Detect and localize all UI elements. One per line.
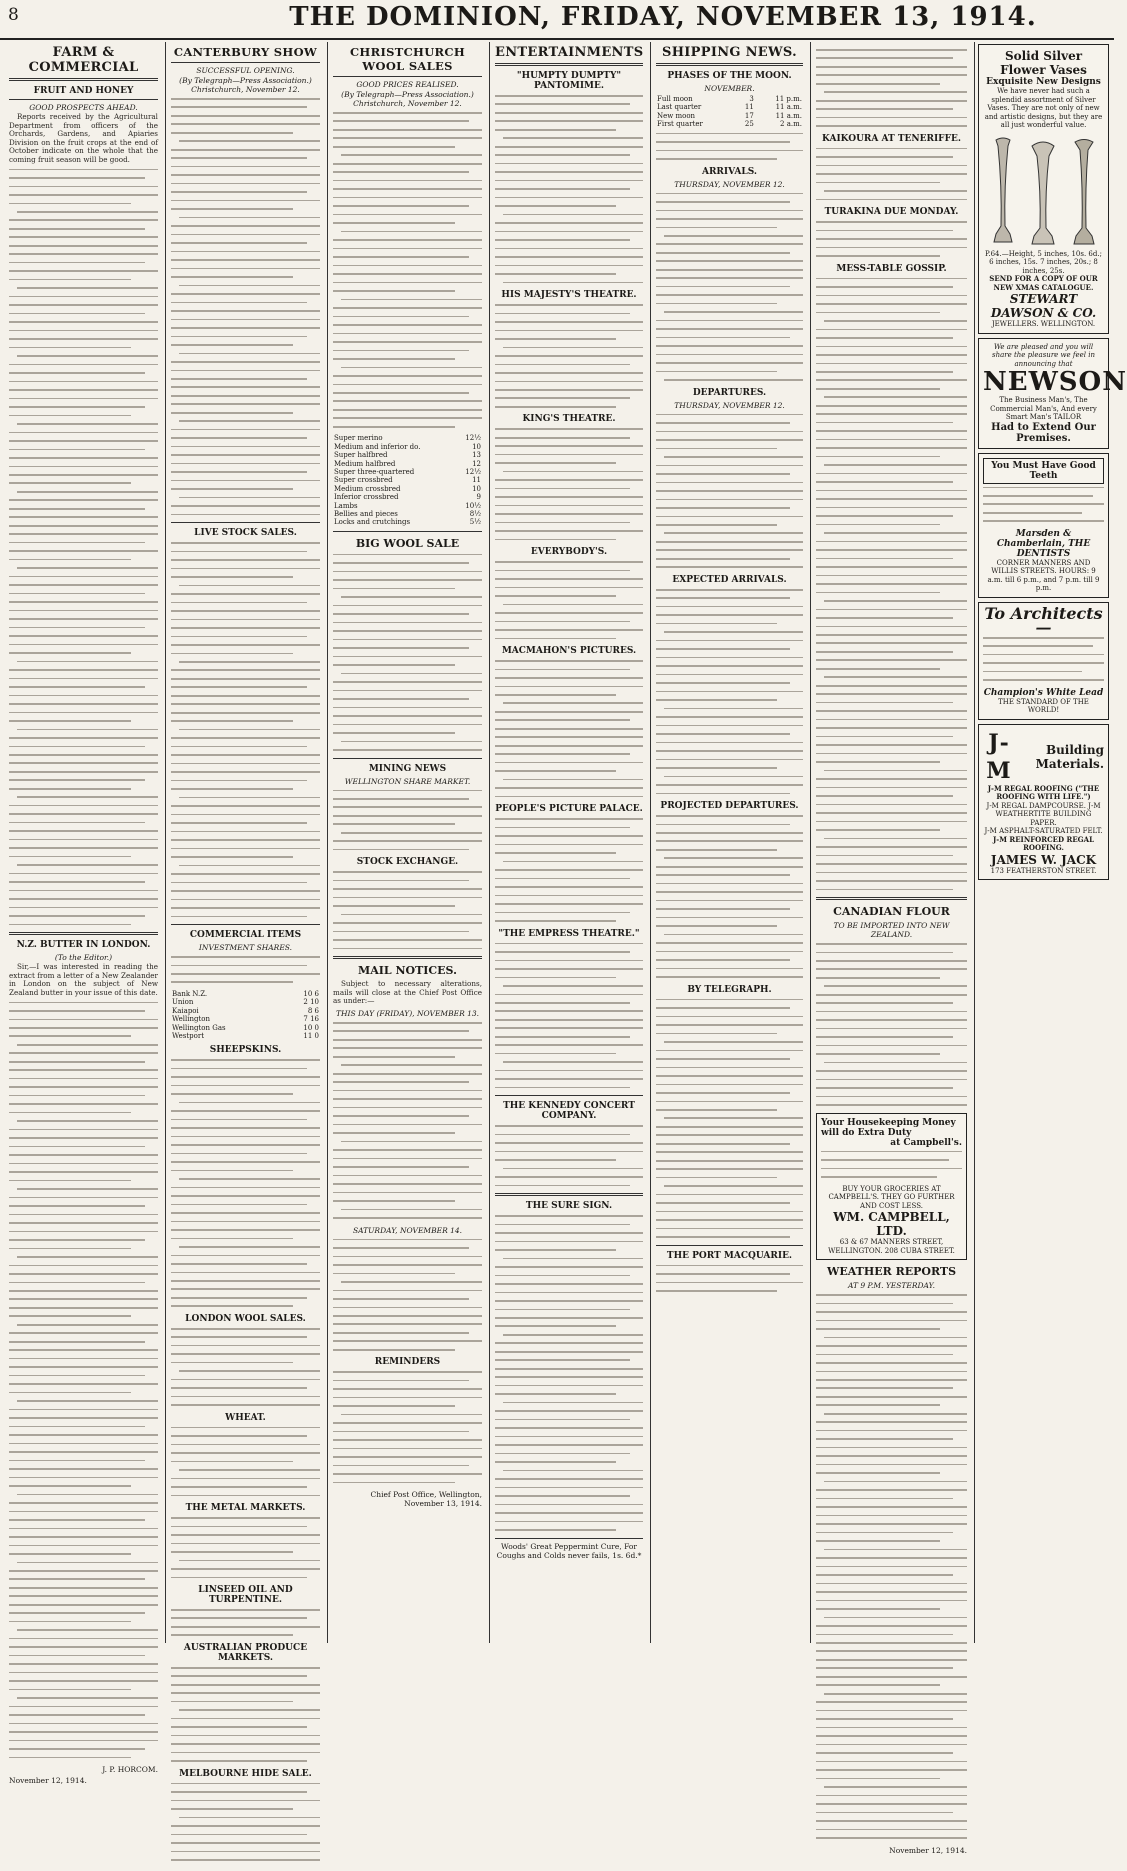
column-shipping-continued (810, 42, 972, 1855)
article-heading: "HUMPTY DUMPTY" PANTOMIME. (516, 71, 622, 91)
article-heading: HIS MAJESTY'S THEATRE. (501, 290, 637, 301)
article-heading: BIG WOOL SALE (355, 536, 460, 550)
table-row: Wellington 7 16 (172, 1015, 319, 1024)
table-row: Last quarter 11 11 a.m. (657, 103, 802, 112)
article-subheading: THURSDAY, NOVEMBER 12. (674, 400, 785, 410)
article-text-block (495, 818, 643, 921)
article-text-block (656, 815, 803, 978)
table-row: Super merino 12½ (334, 434, 481, 443)
ad-note: SEND FOR A COPY OF OUR NEW XMAS CATALOGUE. (989, 274, 1098, 292)
column-advertisements (974, 42, 1127, 1643)
table-row: First quarter 25 2 a.m. (657, 120, 802, 129)
masthead (0, 0, 1114, 40)
column-farm-commercial (4, 42, 163, 1786)
ad-logo: J-M (986, 729, 1012, 784)
article-subheading: INVESTMENT SHARES. (198, 943, 293, 953)
article-text-block (816, 49, 967, 127)
ad-line: J-M REGAL DAMPCOURSE. J-M WEATHERTITE BUILDING PAPER. (986, 801, 1101, 827)
article-subheading: GOOD PRICES REALISED. (356, 80, 459, 89)
article-heading: THE METAL MARKETS. (185, 1503, 306, 1514)
column-shipping (650, 42, 808, 1643)
table-row: Bellies and pieces 8½ (334, 510, 481, 519)
article-heading: THE PORT MACQUARIE. (666, 1250, 793, 1261)
article-subheading: THURSDAY, NOVEMBER 12. (674, 179, 785, 189)
table-row: Lambs 10½ (334, 501, 481, 510)
ad-title: Building Materials. (1035, 742, 1104, 771)
table-row: Super halfbred 13 (334, 451, 481, 460)
article-subheading: (To the Editor.) (54, 953, 113, 963)
article-subheading: GOOD PROSPECTS AHEAD. (29, 103, 138, 112)
article-byline: (By Telegraph—Press Association.) Christchurch, November 12. (341, 90, 474, 108)
article-paragraph: Sir,—I was interested in reading the extract from a letter of a New Zealander in London on the subject of New Zealand butter in your issue of this date. (9, 962, 158, 997)
article-heading: DEPARTURES. (692, 387, 767, 398)
ad-address: 63 & 67 MANNERS STREET, WELLINGTON. 208 CUBA STREET. (828, 1238, 955, 1255)
ad-prices: P.64.—Height, 5 inches, 10s. 6d.; 6 inches, 15s. 7 inches, 20s.; 8 inches, 25s. (985, 249, 1102, 275)
ad-call-to-action: BUY YOUR GROCERIES AT CAMPBELL'S. THEY GO FURTHER AND COST LESS. (828, 1184, 955, 1210)
article-subheading: SUCCESSFUL OPENING. (196, 66, 295, 75)
article-heading: THE KENNEDY CONCERT COMPANY. (503, 1101, 635, 1122)
column-wool-mail (327, 42, 487, 1643)
article-heading: WEATHER REPORTS (826, 1265, 957, 1279)
article-heading: MINING NEWS (368, 763, 447, 774)
article-heading: EVERYBODY'S. (530, 547, 608, 558)
article-heading: PEOPLE'S PICTURE PALACE. (495, 804, 643, 815)
article-text-block (171, 1059, 320, 1307)
ad-address: 173 FEATHERSTON STREET. (990, 866, 1097, 875)
table-row: Full moon 3 11 p.m. (657, 95, 802, 103)
table-row: Medium crossbred 10 (334, 484, 481, 493)
article-text-block (495, 561, 643, 639)
ad-brand: Champion's White Lead (983, 687, 1104, 698)
section-title: SHIPPING NEWS. (662, 45, 797, 60)
table-row: Medium and inferior do. 10 (334, 442, 481, 451)
article-text-block (333, 112, 482, 428)
column-entertainments (489, 42, 648, 1643)
article-text-block (816, 1294, 967, 1839)
article-heading: COMMERCIAL ITEMS (189, 930, 302, 941)
vase-icon (1069, 136, 1099, 246)
article-heading: BY TELEGRAPH. (687, 984, 772, 995)
article-heading: PHASES OF THE MOON. (667, 71, 792, 81)
section-title: ENTERTAINMENTS (495, 45, 644, 60)
article-text-block (495, 943, 643, 1089)
article-text-block (816, 278, 967, 890)
ad-blurb: We have never had such a splendid assortment of Silver Vases. They are not only of new and artistic designs, but they are all just wonderful value. (984, 87, 1103, 129)
ad-title: To Architects— (984, 603, 1103, 637)
ad-title: Your Housekeeping Money will do Extra Duty (821, 1117, 956, 1138)
article-heading: KING'S THEATRE. (522, 414, 616, 425)
article-text-block (495, 1125, 643, 1186)
article-subheading: TO BE IMPORTED INTO NEW ZEALAND. (833, 921, 950, 940)
article-heading: MELBOURNE HIDE SALE. (179, 1768, 312, 1779)
article-heading: WHEAT. (225, 1412, 266, 1423)
article-text-block (656, 1265, 803, 1292)
article-heading: MESS-TABLE GOSSIP. (836, 263, 947, 274)
article-heading: KAIKOURA AT TENERIFFE. (822, 133, 961, 144)
ad-footer: JEWELLERS. WELLINGTON. (991, 320, 1096, 328)
article-text-block (495, 95, 643, 283)
article-heading: LINSEED OIL AND TURPENTINE. (198, 1585, 293, 1605)
article-heading: FRUIT AND HONEY (33, 86, 134, 96)
ad-tagline: THE STANDARD OF THE WORLD! (998, 697, 1089, 715)
article-body (9, 113, 158, 165)
article-text-block (171, 956, 320, 983)
ad-line: J-M REINFORCED REGAL ROOFING. (992, 834, 1094, 853)
article-heading: PROJECTED DEPARTURES. (660, 801, 799, 812)
ad-company: Marsden & Chamberlain, THE DENTISTS (996, 528, 1091, 559)
publication-title: THE DOMINION, FRIDAY, NOVEMBER 13, 1914. (289, 2, 1037, 32)
article-text-block (171, 1783, 320, 1861)
article-text-block (333, 1022, 482, 1219)
article-text-block (656, 133, 803, 160)
article-text-block (9, 169, 158, 926)
article-subheading: AT 9 P.M. YESTERDAY. (847, 1281, 936, 1291)
ad-line: J-M REGAL ROOFING ("THE ROOFING WITH LIFE.") (987, 783, 1100, 802)
ad-company: STEWART DAWSON & CO. (990, 292, 1097, 320)
ad-company: WM. CAMPBELL, LTD. (833, 1210, 950, 1239)
ad-promo: Had to Extend Our Premises. (991, 421, 1096, 444)
article-text-block (171, 1517, 320, 1578)
letter-signature: J. P. HORCOM. (102, 1765, 158, 1775)
ad-subtitle: Exquisite New Designs (986, 77, 1101, 87)
ad-company: JAMES W. JACK (990, 852, 1097, 867)
article-heading: EXPECTED ARRIVALS. (672, 574, 787, 585)
ad-title: You Must Have Good Teeth (983, 458, 1104, 484)
ad-building-materials[interactable] (978, 724, 1109, 881)
article-text-block (333, 554, 482, 751)
table-row: Medium halfbred 12 (334, 459, 481, 468)
article-text-block (495, 660, 643, 797)
ad-newson-tailor[interactable] (978, 338, 1127, 449)
ad-subtitle: at Campbell's. (890, 1137, 962, 1148)
table-row: Wellington Gas 10 0 (172, 1023, 319, 1032)
table-row: Union 2 10 (172, 998, 319, 1007)
article-heading: ARRIVALS. (701, 166, 758, 177)
article-text-block (333, 790, 482, 851)
article-subheading: NOVEMBER. (704, 84, 755, 93)
article-byline: (By Telegraph—Press Association.) Christchurch, November 12. (179, 76, 312, 94)
article-text-block (656, 193, 803, 381)
article-heading: "THE EMPRESS THEATRE." (498, 928, 640, 939)
mail-day-heading: SATURDAY, NOVEMBER 14. (352, 1225, 463, 1235)
article-text-block (495, 428, 643, 540)
table-row: Locks and crutchings 5½ (334, 518, 481, 527)
article-heading: TURAKINA DUE MONDAY. (824, 207, 959, 218)
article-heading: SHEEPSKINS. (209, 1045, 282, 1056)
article-heading: REMINDERS (374, 1357, 441, 1368)
weather-date: November 12, 1914. (889, 1845, 967, 1855)
article-text-block (171, 1609, 320, 1636)
article-text-block (656, 414, 803, 568)
article-body (9, 963, 158, 997)
article-heading: CHRISTCHURCH WOOL SALES (349, 45, 466, 73)
article-text-block (9, 1002, 158, 1759)
table-row: New moon 17 11 a.m. (657, 111, 802, 120)
article-text-block (333, 1371, 482, 1483)
ad-silver-vases[interactable] (978, 44, 1109, 334)
mail-intro: Subject to necessary alterations, mails will close at the Chief Post Office as under:— (333, 979, 482, 1006)
ad-line: J-M ASPHALT-SATURATED FELT. (984, 827, 1103, 836)
article-heading: THE SURE SIGN. (525, 1201, 613, 1212)
ad-tagline: The Business Man's, The Commercial Man's, And every Smart Man's TAILOR (990, 396, 1097, 421)
article-text-block (171, 98, 320, 515)
article-text-block (171, 1667, 320, 1762)
table-row: Bank N.Z. 10 6 (172, 989, 319, 998)
wool-price-table (333, 434, 482, 526)
article-heading: CANADIAN FLOUR (833, 905, 950, 919)
table-row: Kaiapoi 8 6 (172, 1006, 319, 1015)
letter-date: November 12, 1914. (9, 1776, 87, 1786)
article-text-block (495, 1215, 643, 1531)
article-text-block (656, 589, 803, 794)
article-text-block (495, 304, 643, 407)
ad-architects[interactable] (978, 602, 1109, 720)
ad-campbell[interactable] (816, 1113, 967, 1260)
article-heading: AUSTRALIAN PRODUCE MARKETS. (183, 1642, 308, 1663)
column-canterbury-commercial (165, 42, 325, 1779)
article-text-block (816, 943, 967, 1106)
vase-icon (1028, 136, 1058, 246)
ad-title: Solid Silver Flower Vases (1000, 49, 1087, 77)
moon-phases-table (656, 95, 803, 129)
article-text-block (171, 1328, 320, 1406)
article-heading: LIVE STOCK SALES. (194, 528, 297, 539)
article-subheading: WELLINGTON SHARE MARKET. (344, 776, 471, 786)
vase-icon (988, 136, 1018, 246)
article-text-block (171, 1427, 320, 1496)
ad-dentists[interactable] (978, 453, 1109, 598)
notice-signature: Chief Post Office, Wellington, November 13, 1914. (370, 1490, 482, 1509)
article-text-block (171, 542, 320, 917)
table-row: Super crossbred 11 (334, 476, 481, 485)
shares-table (171, 990, 320, 1040)
ad-footer-note: Woods' Great Peppermint Cure, For Coughs and Colds never fails, 1s. 6d.* (496, 1541, 642, 1560)
article-text-block (816, 148, 967, 201)
vase-illustration (983, 134, 1104, 246)
article-heading: CANTERBURY SHOW (173, 45, 318, 59)
article-heading: STOCK EXCHANGE. (356, 857, 459, 868)
mail-day-heading: THIS DAY (FRIDAY), NOVEMBER 13. (335, 1009, 480, 1018)
page-number: 8 (8, 5, 19, 25)
article-text-block (816, 221, 967, 257)
article-heading: LONDON WOOL SALES. (185, 1313, 306, 1324)
article-text-block (333, 871, 482, 949)
article-heading: MAIL NOTICES. (358, 964, 457, 978)
ad-lead: We are pleased and you will share the pleasure we feel in announcing that (992, 342, 1095, 368)
table-row: Super three-quartered 12½ (334, 468, 481, 477)
article-heading: MACMAHON'S PICTURES. (501, 646, 637, 657)
article-heading: N.Z. BUTTER IN LONDON. (16, 940, 151, 951)
table-row: Westport 11 0 (172, 1031, 319, 1040)
article-text-block (333, 1239, 482, 1351)
ad-name: NEWSON (983, 367, 1127, 397)
section-title: FARM & COMMERCIAL (28, 45, 139, 75)
article-paragraph: Reports received by the Agricultural Department from officers of the Orchards, Gardens, and Apiaries Division on the fruit crops at the end of October indicate on the whole that the coming fruit season will be good. (9, 112, 158, 164)
table-row: Inferior crossbred 9 (334, 493, 481, 502)
ad-address: CORNER MANNERS AND WILLIS STREETS. HOURS: 9 a.m. till 6 p.m., and 7 p.m. till 9 p.m. (987, 558, 1100, 593)
article-text-block (656, 999, 803, 1238)
